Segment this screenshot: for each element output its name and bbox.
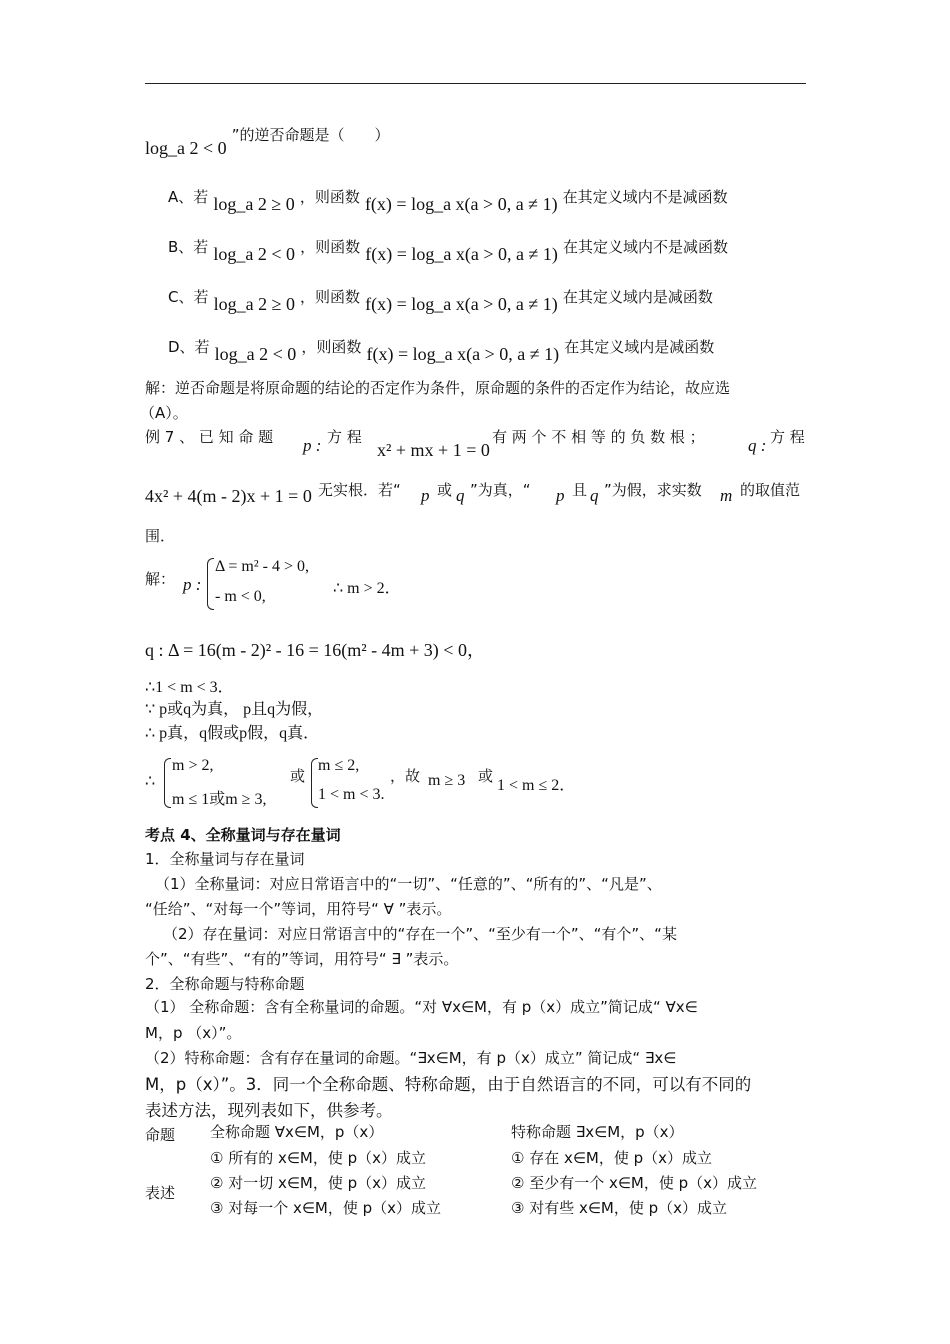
symbol-q: q — [590, 486, 599, 505]
system-brace — [207, 558, 214, 610]
word-or: 或 — [290, 767, 306, 785]
intro-text: ”的逆否命题是（ ） — [231, 126, 390, 144]
option-mid: ，则函数 — [301, 338, 362, 356]
question-intro — [145, 126, 390, 159]
option-mid: ，则函数 — [300, 288, 361, 306]
example7-line3: 围． — [145, 527, 176, 545]
word-or: 或 — [437, 481, 453, 499]
table-row-label: 表述 — [145, 1184, 176, 1202]
option-label: A、若 — [168, 188, 209, 206]
table-cell: ③ 对有些 x∈M，使 p（x）成立 — [511, 1199, 728, 1217]
example7-line2-d: 的取值范 — [740, 481, 801, 499]
universal-quantifier-line2: “任给”、“对每一个”等词，用符号“ ∀ ”表示。 — [145, 900, 452, 918]
system2-row2: m ≤ 1或m ≥ 3, — [172, 791, 267, 808]
example7-line1-b: 方 程 — [327, 428, 362, 446]
answer-1: m ≥ 3 — [428, 772, 466, 789]
therefore-symbol: ∴ — [145, 773, 156, 790]
existential-proposition-line3: 表述方法，现列表如下，供参考。 — [145, 1101, 393, 1120]
option-tail: 在其定义域内不是减函数 — [562, 238, 728, 256]
q-derivation: q : Δ = 16(m - 2)² - 16 = 16(m² - 4m + 3) < 0， — [145, 640, 485, 660]
example7-line2-c: ”为假，求实数 — [604, 481, 702, 499]
option-condition: log_a 2 ≥ 0 — [213, 294, 295, 314]
because-line: ∵ p或q为真， p且q为假， — [145, 701, 324, 718]
option-function: f(x) = log_a x(a > 0, a ≠ 1) — [365, 294, 558, 314]
hence-text: ，故 — [390, 767, 421, 785]
q-colon: q : — [748, 436, 767, 455]
option-tail: 在其定义域内是减函数 — [564, 338, 715, 356]
table-cell: ① 所有的 x∈M，使 p（x）成立 — [210, 1149, 427, 1167]
table-cell: ③ 对每一个 x∈M，使 p（x）成立 — [210, 1199, 442, 1217]
system-brace — [311, 758, 318, 808]
symbol-m: m — [720, 486, 733, 505]
table-header-universal: 全称命题 ∀x∈M，p（x） — [210, 1123, 384, 1141]
option-a — [168, 186, 728, 214]
option-condition: log_a 2 < 0 — [214, 344, 297, 364]
existential-proposition-line1: （2）特称命题：含有存在量词的命题。“∃x∈M，有 p（x）成立” 简记成“ ∃x∈ — [145, 1049, 677, 1067]
option-label: B、若 — [168, 238, 209, 256]
solution-line: 解：逆否命题是将原命题的结论的否定作为条件，原命题的条件的否定作为结论，故应选 — [145, 379, 731, 397]
range-line: ∴1 < m < 3． — [145, 679, 234, 696]
universal-proposition-line1: （1） 全称命题：含有全称量词的命题。“对 ∀x∈M，有 p（x）成立”简记成“ ∀x∈ — [145, 998, 698, 1016]
section-title: 考点 4、全称量词与存在量词 — [145, 826, 341, 844]
p-definition: p : — [183, 575, 202, 594]
system1-row1: Δ = m² - 4 > 0, — [215, 558, 310, 575]
option-c — [168, 286, 713, 314]
option-label: D、若 — [168, 338, 210, 356]
word-and: 且 — [572, 481, 588, 499]
header-rule — [145, 83, 806, 84]
option-mid: ，则函数 — [300, 238, 361, 256]
system2-row1: m > 2, — [172, 757, 214, 774]
result-m-gt-2: ∴ m > 2． — [333, 580, 401, 597]
existential-quantifier-line2: 个”、“有些”、“有的”等词，用符号“ ∃ ”表示。 — [145, 950, 459, 968]
symbol-p: p — [421, 486, 430, 505]
subsection-1: 1．全称量词与存在量词 — [145, 850, 305, 868]
system3-row1: m ≤ 2, — [318, 757, 360, 774]
intro-expr: log_a 2 < 0 — [145, 138, 227, 158]
equation-1: x² + mx + 1 = 0 — [377, 440, 490, 460]
example7-line1-a: 例 7 、 已 知 命 题 — [145, 428, 274, 446]
universal-quantifier-line1: （1）全称量词：对应日常语言中的“一切”、“任意的”、“所有的”、“凡是”、 — [155, 875, 662, 893]
option-function: f(x) = log_a x(a > 0, a ≠ 1) — [366, 344, 560, 364]
symbol-p: p — [556, 486, 565, 505]
system3-row2: 1 < m < 3. — [318, 786, 385, 803]
table-cell: ② 至少有一个 x∈M，使 p（x）成立 — [511, 1174, 758, 1192]
table-cell: ② 对一切 x∈M，使 p（x）成立 — [210, 1174, 427, 1192]
table-cell: ① 存在 x∈M，使 p（x）成立 — [511, 1149, 713, 1167]
option-function: f(x) = log_a x(a > 0, a ≠ 1) — [364, 194, 558, 214]
universal-proposition-line2: M，p （x）”。 — [145, 1024, 242, 1042]
word-or: 或 — [478, 767, 494, 785]
existential-quantifier-line1: （2）存在量词：对应日常语言中的“存在一个”、“至少有一个”、“有个”、“某 — [163, 925, 677, 943]
option-function: f(x) = log_a x(a > 0, a ≠ 1) — [365, 244, 558, 264]
example7-line1-d: 方 程 — [770, 428, 805, 446]
system1-row2: - m < 0, — [215, 588, 266, 605]
option-b — [168, 236, 728, 264]
symbol-q: q — [456, 486, 465, 505]
option-d — [168, 336, 715, 364]
subsection-2: 2．全称命题与特称命题 — [145, 975, 305, 993]
existential-proposition-line2: M，p（x）”。3．同一个全称命题、特称命题，由于自然语言的不同，可以有不同的 — [145, 1075, 752, 1094]
solution-label: 解： — [145, 570, 176, 588]
table-header-existential: 特称命题 ∃x∈M，p（x） — [511, 1123, 684, 1141]
option-mid: ，则函数 — [299, 188, 360, 206]
option-label: C、若 — [168, 288, 209, 306]
option-tail: 在其定义域内不是减函数 — [562, 188, 728, 206]
therefore-line: ∴ p真，q假或p假，q真． — [145, 725, 320, 742]
option-condition: log_a 2 < 0 — [213, 244, 296, 264]
option-tail: 在其定义域内是减函数 — [562, 288, 713, 306]
example7-line1-c: 有 两 个 不 相 等 的 负 数 根 ； — [492, 428, 705, 446]
answer-2: 1 < m ≤ 2． — [497, 777, 576, 794]
option-condition: log_a 2 ≥ 0 — [213, 194, 295, 214]
table-row-label: 命题 — [145, 1126, 176, 1144]
system-brace — [164, 758, 171, 808]
solution-line: （A）。 — [140, 404, 188, 422]
p-colon: p : — [303, 436, 322, 455]
example7-line2-a: 无实根．若“ — [318, 481, 401, 499]
equation-2: 4x² + 4(m - 2)x + 1 = 0 — [145, 486, 312, 506]
example7-line2-b: ”为真，“ — [470, 481, 531, 499]
